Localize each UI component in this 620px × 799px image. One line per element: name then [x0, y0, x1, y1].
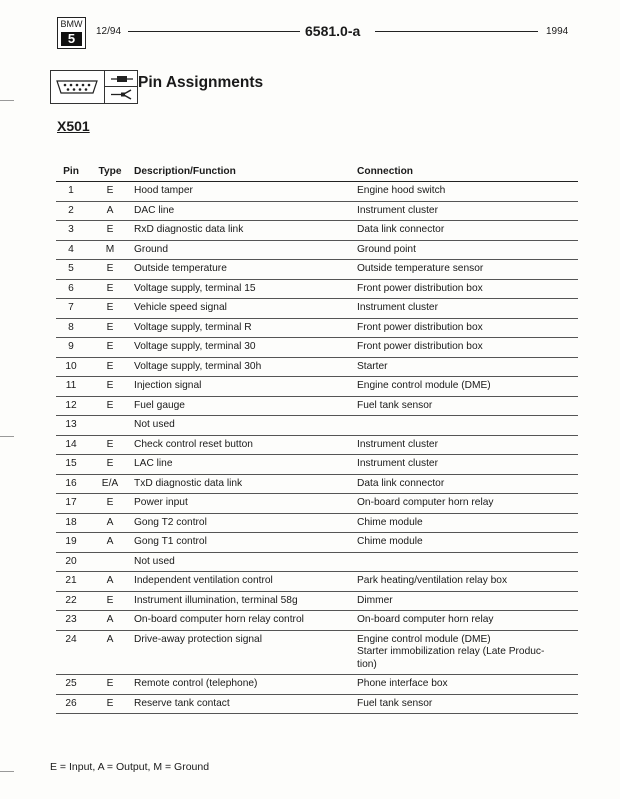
document-code: 6581.0-a [305, 23, 361, 39]
connection-cell: Fuel tank sensor [357, 396, 578, 416]
type-cell: A [86, 513, 134, 533]
type-cell: E [86, 357, 134, 377]
description-cell: TxD diagnostic data link [134, 474, 357, 494]
type-cell: E [86, 591, 134, 611]
bmw-series-badge [57, 17, 86, 49]
table-row [56, 630, 578, 675]
table-row [56, 435, 578, 455]
connector-symbol-box [50, 70, 138, 104]
connection-cell: On-board computer horn relay [357, 494, 578, 514]
table-row [56, 221, 578, 241]
type-cell: E [86, 260, 134, 280]
connection-cell: Front power distribution box [357, 279, 578, 299]
table-row [56, 474, 578, 494]
connection-cell: Instrument cluster [357, 201, 578, 221]
table-row [56, 552, 578, 572]
type-cell: A [86, 572, 134, 592]
description-cell: LAC line [134, 455, 357, 475]
type-cell: A [86, 201, 134, 221]
table-row [56, 377, 578, 397]
pin-cell: 13 [56, 416, 86, 436]
connection-cell: Engine control module (DME) [357, 377, 578, 397]
pin-cell: 21 [56, 572, 86, 592]
pin-female-icon [109, 89, 135, 100]
pin-cell: 9 [56, 338, 86, 358]
pin-cell: 3 [56, 221, 86, 241]
table-row [56, 455, 578, 475]
margin-mark [0, 436, 14, 437]
connection-cell: On-board computer horn relay [357, 611, 578, 631]
type-cell: E [86, 396, 134, 416]
table-row [56, 611, 578, 631]
pin-cell: 10 [56, 357, 86, 377]
pin-cell: 7 [56, 299, 86, 319]
table-row [56, 318, 578, 338]
description-cell: RxD diagnostic data link [134, 221, 357, 241]
pin-cell: 22 [56, 591, 86, 611]
type-cell [86, 552, 134, 572]
description-cell: Voltage supply, terminal R [134, 318, 357, 338]
column-header-connection: Connection [357, 164, 578, 182]
table-row [56, 338, 578, 358]
table-row [56, 494, 578, 514]
pin-cell: 18 [56, 513, 86, 533]
symbol-divider-horizontal [104, 86, 137, 87]
table-row [56, 416, 578, 436]
connection-cell [357, 552, 578, 572]
margin-mark [0, 100, 14, 101]
description-cell: Remote control (telephone) [134, 675, 357, 695]
type-cell: E [86, 221, 134, 241]
pin-cell: 19 [56, 533, 86, 553]
type-cell: E/A [86, 474, 134, 494]
type-cell: E [86, 299, 134, 319]
type-cell: E [86, 279, 134, 299]
connection-cell: Engine control module (DME) Starter immobilization relay (Late Produc- tion) [357, 630, 578, 675]
table-row [56, 591, 578, 611]
connection-cell: Park heating/ventilation relay box [357, 572, 578, 592]
table-row [56, 182, 578, 202]
table-row [56, 357, 578, 377]
connector-plug-icon [55, 79, 99, 95]
description-cell: Drive-away protection signal [134, 630, 357, 675]
page-title: Pin Assignments [138, 74, 264, 91]
table-row [56, 299, 578, 319]
header-rule-left [128, 31, 300, 32]
pin-cell: 11 [56, 377, 86, 397]
description-cell: Outside temperature [134, 260, 357, 280]
table-row [56, 694, 578, 714]
connection-cell: Dimmer [357, 591, 578, 611]
description-cell: Voltage supply, terminal 15 [134, 279, 357, 299]
description-cell: Vehicle speed signal [134, 299, 357, 319]
description-cell: Check control reset button [134, 435, 357, 455]
connection-cell: Data link connector [357, 474, 578, 494]
description-cell: On-board computer horn relay control [134, 611, 357, 631]
description-cell: Voltage supply, terminal 30 [134, 338, 357, 358]
type-cell [86, 416, 134, 436]
header-year: 1994 [546, 26, 569, 37]
table-row [56, 260, 578, 280]
table-row [56, 533, 578, 553]
connection-cell: Front power distribution box [357, 318, 578, 338]
pin-cell: 1 [56, 182, 86, 202]
connection-cell: Instrument cluster [357, 435, 578, 455]
pin-cell: 5 [56, 260, 86, 280]
column-header-type: Type [86, 164, 134, 182]
type-cell: E [86, 455, 134, 475]
header-date: 12/94 [96, 26, 122, 37]
type-cell: A [86, 611, 134, 631]
pin-male-icon [109, 74, 135, 84]
description-cell: Gong T1 control [134, 533, 357, 553]
pin-assignment-table [56, 164, 578, 714]
header-rule-right [375, 31, 538, 32]
connection-cell: Front power distribution box [357, 338, 578, 358]
table-row [56, 675, 578, 695]
brand-label: BMW [60, 19, 83, 29]
table-row [56, 201, 578, 221]
description-cell: DAC line [134, 201, 357, 221]
pin-cell: 2 [56, 201, 86, 221]
type-cell: E [86, 694, 134, 714]
connection-cell: Fuel tank sensor [357, 694, 578, 714]
type-cell: E [86, 377, 134, 397]
type-cell: E [86, 494, 134, 514]
type-cell: E [86, 318, 134, 338]
connection-cell [357, 416, 578, 436]
description-cell: Independent ventilation control [134, 572, 357, 592]
pin-cell: 25 [56, 675, 86, 695]
pin-cell: 17 [56, 494, 86, 514]
connector-id: X501 [57, 118, 90, 134]
pin-cell: 8 [56, 318, 86, 338]
type-cell: A [86, 630, 134, 675]
column-header-description: Description/Function [134, 164, 357, 182]
table-header-row [56, 164, 578, 182]
pin-cell: 15 [56, 455, 86, 475]
type-cell: E [86, 435, 134, 455]
connection-cell: Chime module [357, 533, 578, 553]
description-cell: Ground [134, 240, 357, 260]
pin-cell: 4 [56, 240, 86, 260]
pin-cell: 12 [56, 396, 86, 416]
table-row [56, 572, 578, 592]
type-cell: E [86, 182, 134, 202]
pin-cell: 14 [56, 435, 86, 455]
pin-cell: 23 [56, 611, 86, 631]
type-cell: A [86, 533, 134, 553]
connection-cell: Chime module [357, 513, 578, 533]
description-cell: Gong T2 control [134, 513, 357, 533]
description-cell: Fuel gauge [134, 396, 357, 416]
pin-cell: 26 [56, 694, 86, 714]
type-cell: M [86, 240, 134, 260]
symbol-divider [104, 71, 105, 103]
description-cell: Instrument illumination, terminal 58g [134, 591, 357, 611]
table-row [56, 240, 578, 260]
pin-cell: 20 [56, 552, 86, 572]
pin-cell: 16 [56, 474, 86, 494]
connection-cell: Engine hood switch [357, 182, 578, 202]
series-label: 5 [61, 32, 82, 46]
connection-cell: Phone interface box [357, 675, 578, 695]
description-cell: Reserve tank contact [134, 694, 357, 714]
table-row [56, 396, 578, 416]
pin-cell: 24 [56, 630, 86, 675]
table-row [56, 513, 578, 533]
type-cell: E [86, 338, 134, 358]
description-cell: Not used [134, 552, 357, 572]
type-legend: E = Input, A = Output, M = Ground [50, 761, 210, 773]
description-cell: Injection signal [134, 377, 357, 397]
connection-cell: Starter [357, 357, 578, 377]
connection-cell: Data link connector [357, 221, 578, 241]
connection-cell: Instrument cluster [357, 299, 578, 319]
table-row [56, 279, 578, 299]
description-cell: Hood tamper [134, 182, 357, 202]
margin-mark [0, 771, 14, 772]
description-cell: Voltage supply, terminal 30h [134, 357, 357, 377]
connection-cell: Instrument cluster [357, 455, 578, 475]
type-cell: E [86, 675, 134, 695]
column-header-pin: Pin [56, 164, 86, 182]
connection-cell: Ground point [357, 240, 578, 260]
connection-cell: Outside temperature sensor [357, 260, 578, 280]
description-cell: Power input [134, 494, 357, 514]
pin-cell: 6 [56, 279, 86, 299]
description-cell: Not used [134, 416, 357, 436]
